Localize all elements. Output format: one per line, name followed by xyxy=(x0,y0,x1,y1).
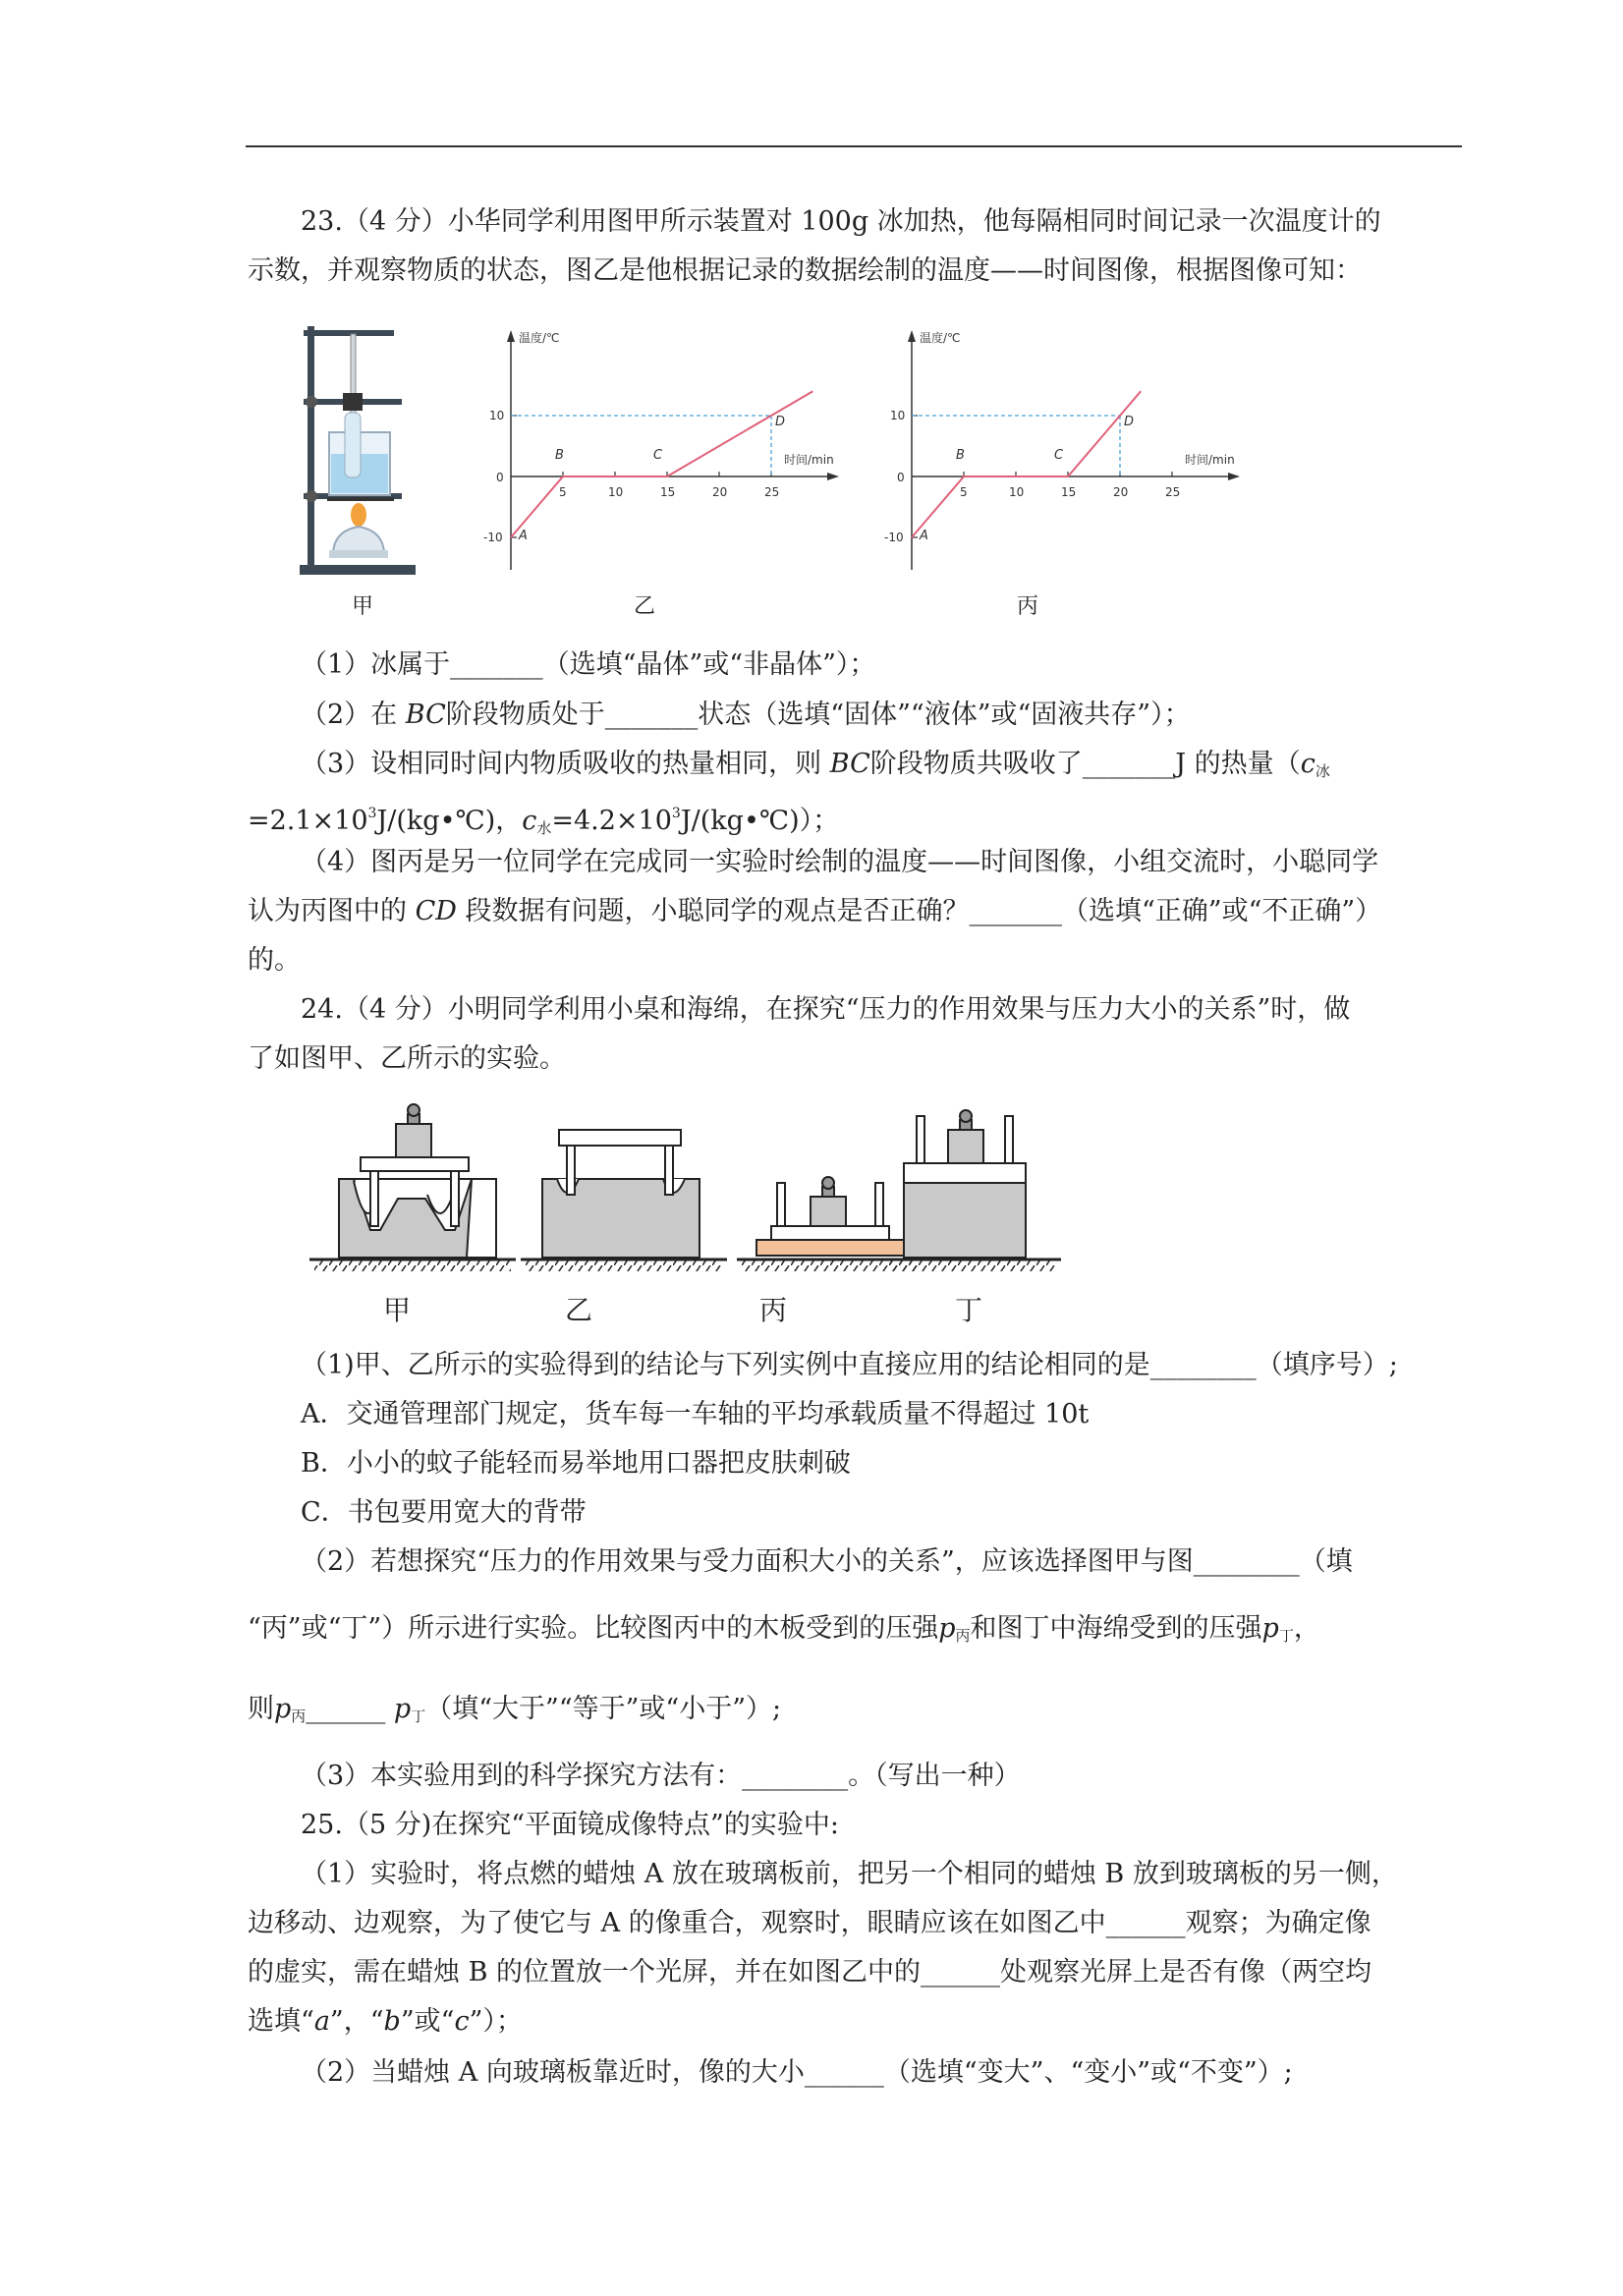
x-tick-label: 20 xyxy=(1113,485,1129,499)
x-axis-label: 时间/min xyxy=(1185,453,1235,467)
point-label-d: D xyxy=(775,415,786,429)
point-label-c: C xyxy=(1054,448,1064,463)
fig-label-yi-2: 乙 xyxy=(565,1294,593,1326)
y-axis-arrow xyxy=(908,330,916,342)
header-rule xyxy=(246,145,1462,147)
temperature-time-chart-yi xyxy=(472,324,855,580)
point-label-b: B xyxy=(956,448,965,463)
x-tick-label: 25 xyxy=(1165,485,1181,499)
series-line xyxy=(912,391,1141,537)
point-label-d: D xyxy=(1124,415,1135,429)
origin-label: 0 xyxy=(496,471,504,484)
origin-label: 0 xyxy=(897,471,905,484)
fig-label-bing: 丙 xyxy=(1017,594,1039,619)
q23-part4: （4）图丙是另一位同学在完成同一实验时绘制的温度——时间图像，小组交流时，小聪同学 xyxy=(301,847,1379,877)
q24-line2: 了如图甲、乙所示的实验。 xyxy=(248,1043,566,1074)
point-label-c: C xyxy=(653,448,663,463)
q25-line1: 25.（5 分)在探究“平面镜成像特点”的实验中: xyxy=(301,1810,839,1840)
setup-bing xyxy=(737,1177,923,1271)
x-tick-label: 20 xyxy=(712,485,728,499)
q23-part4-end: 的。 xyxy=(248,945,301,976)
x-tick-label: 15 xyxy=(660,485,676,499)
q25-part1-cont2: 的虚实，需在蜡烛 B 的位置放一个光屏，并在如图乙中的______处观察光屏上是否有像（两空均 xyxy=(248,1957,1372,1988)
q24-part2-cont: “丙”或“丁”）所示进行实验。比较图丙中的木板受到的压强$p_丙$和图丁中海绵受到的压强$p_丁$， xyxy=(248,1613,1320,1645)
q24-option-c: C．书包要用宽大的背带 xyxy=(301,1497,587,1528)
fig-label-bing-2: 丙 xyxy=(759,1294,788,1326)
setup-ding xyxy=(884,1110,1061,1271)
x-tick-label: 25 xyxy=(764,485,780,499)
x-tick-label: 5 xyxy=(559,485,567,499)
q24-part1: （1)甲、乙所示的实验得到的结论与下列实例中直接应用的结论相同的是________（填序号）; xyxy=(301,1350,1398,1380)
q23-part2: （2）在 BC阶段物质处于_______状态（选填“固体”“液体”或“固液共存”）； xyxy=(301,700,1191,730)
q23-line2: 示数，并观察物质的状态，图乙是他根据记录的数据绘制的温度——时间图像，根据图像可知： xyxy=(248,255,1362,286)
q25-part1-cont3: 选填“a”，“b”或“c”）； xyxy=(248,2006,523,2037)
point-label-b: B xyxy=(555,448,564,463)
point-label-a: A xyxy=(519,529,528,543)
q24-part3: （3）本实验用到的科学探究方法有：________。（写出一种） xyxy=(301,1761,1021,1791)
x-tick-label: 5 xyxy=(960,485,968,499)
y-tick-label: -10 xyxy=(884,531,904,544)
x-tick-label: 15 xyxy=(1061,485,1077,499)
q24-line1: 24.（4 分）小明同学利用小桌和海绵，在探究“压力的作用效果与压力大小的关系”时，做 xyxy=(301,994,1351,1025)
y-axis-label: 温度/℃ xyxy=(920,331,961,345)
q25-part1-cont1: 边移动、边观察，为了使它与 A 的像重合，观察时，眼睛应该在如图乙中______观察；为确定像 xyxy=(248,1908,1371,1938)
y-axis-arrow xyxy=(507,330,515,342)
temperature-time-chart-bing xyxy=(872,324,1256,580)
q23-part1: （1）冰属于_______（选填“晶体”或“非晶体”）； xyxy=(301,649,876,680)
q23-part4-cont: 认为丙图中的 CD 段数据有问题，小聪同学的观点是否正确？_______（选填“正确”或“不正确”） xyxy=(248,896,1382,926)
heating-apparatus-figure xyxy=(300,316,437,582)
y-tick-label: 10 xyxy=(489,409,505,422)
fig-label-yi: 乙 xyxy=(634,594,656,619)
q25-part1: （1）实验时，将点燃的蜡烛 A 放在玻璃板前，把另一个相同的蜡烛 B 放到玻璃板的另一侧， xyxy=(301,1859,1398,1889)
q23-part3-cont: $=2.1\times 10^3J/(kg•℃)$，$c_水=4.2\times 10^3J/(kg•℃)$）； xyxy=(248,806,840,837)
point-label-a: A xyxy=(920,529,928,543)
q24-option-a: A．交通管理部门规定，货车每一车轴的平均承载质量不得超过 10t xyxy=(301,1399,1090,1429)
q25-part2: （2）当蜡烛 A 向玻璃板靠近时，像的大小______（选填“变大”、“变小”或“不变”）; xyxy=(301,2057,1293,2088)
q24-part2-end: 则$p_丙\_\_\_\_\_\_$ $p_丁$（填“大于”“等于”或“小于”）; xyxy=(248,1694,782,1725)
y-tick-label: -10 xyxy=(483,531,503,544)
y-axis-label: 温度/℃ xyxy=(519,331,560,345)
series-line xyxy=(511,391,812,537)
setup-yi xyxy=(521,1130,727,1271)
y-tick-label: 10 xyxy=(890,409,906,422)
x-axis-arrow xyxy=(1228,473,1240,480)
q23-line1: 23.（4 分）小华同学利用图甲所示装置对 100g 冰加热，他每隔相同时间记录一次温度计的 xyxy=(301,206,1381,237)
fig-label-jia-2: 甲 xyxy=(383,1294,412,1326)
x-tick-label: 10 xyxy=(1009,485,1025,499)
x-axis-arrow xyxy=(827,473,839,480)
x-tick-label: 10 xyxy=(608,485,624,499)
fig-label-ding: 丁 xyxy=(955,1294,983,1326)
q24-option-b: B．小小的蚊子能轻而易举地用口器把皮肤刺破 xyxy=(301,1448,851,1479)
setup-jia xyxy=(309,1104,516,1271)
fig-label-jia: 甲 xyxy=(352,594,374,619)
q24-part2: （2）若想探究“压力的作用效果与受力面积大小的关系”，应该选择图甲与图________（填 xyxy=(301,1546,1353,1577)
x-axis-label: 时间/min xyxy=(784,453,834,467)
q23-part3: （3）设相同时间内物质吸收的热量相同，则 BC阶段物质共吸收了_______J 的热量（$c_冰$ xyxy=(301,749,1330,780)
pressure-experiment-figure xyxy=(309,1100,1076,1277)
